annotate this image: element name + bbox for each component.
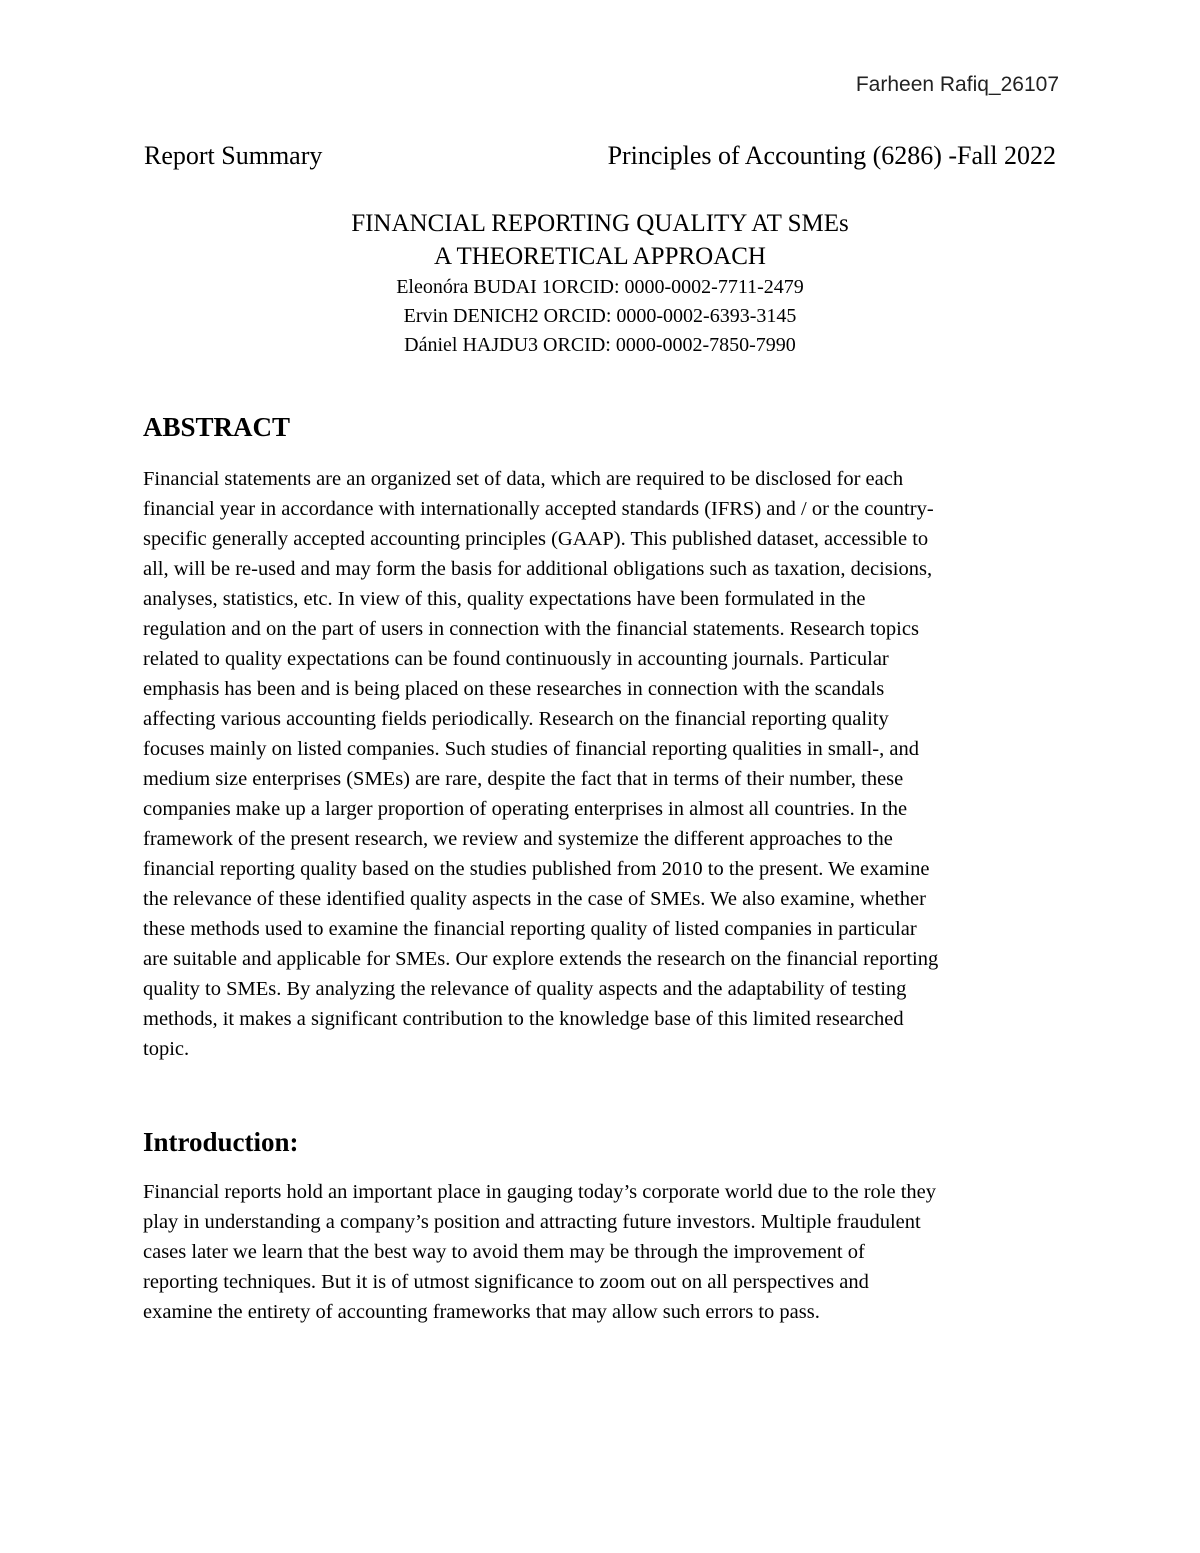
abstract-paragraph <box>143 464 1059 1064</box>
author-line: Eleonóra BUDAI 1ORCID: 0000-0002-7711-2479 <box>396 276 804 298</box>
introduction-heading: Introduction: <box>143 1127 299 1157</box>
abstract-line: focuses mainly on listed companies. Such studies of financial reporting qualities in small-, and <box>143 738 919 760</box>
abstract-line: emphasis has been and is being placed on these researches in connection with the scandals <box>143 678 885 700</box>
abstract-line: quality to SMEs. By analyzing the relevance of quality aspects and the adaptability of testing <box>143 978 907 1000</box>
abstract-line: companies make up a larger proportion of operating enterprises in almost all countries. In the <box>143 798 908 820</box>
report-type-label: Report Summary <box>144 141 323 170</box>
abstract-line: medium size enterprises (SMEs) are rare, despite the fact that in terms of their number, these <box>143 768 904 790</box>
abstract-line: methods, it makes a significant contribution to the knowledge base of this limited researched <box>143 1008 904 1030</box>
introduction-paragraph <box>143 1177 1059 1327</box>
abstract-line: the relevance of these identified quality aspects in the case of SMEs. We also examine, whether <box>143 888 926 910</box>
abstract-heading: ABSTRACT <box>143 412 291 442</box>
introduction-line: Financial reports hold an important place in gauging today’s corporate world due to the role they <box>143 1181 937 1203</box>
abstract-line: analyses, statistics, etc. In view of this, quality expectations have been formulated in the <box>143 588 866 610</box>
paper-subtitle-line: A THEORETICAL APPROACH <box>434 243 766 270</box>
author-line: Dániel HAJDU3 ORCID: 0000-0002-7850-7990 <box>404 334 796 356</box>
abstract-line: Financial statements are an organized set of data, which are required to be disclosed for each <box>143 468 904 490</box>
report-header-row <box>144 141 1056 171</box>
abstract-line: these methods used to examine the financial reporting quality of listed companies in particular <box>143 918 917 940</box>
introduction-line: examine the entirety of accounting frameworks that may allow such errors to pass. <box>143 1301 820 1323</box>
abstract-line: are suitable and applicable for SMEs. Our explore extends the research on the financial reporting <box>143 948 939 970</box>
course-label: Principles of Accounting (6286) -Fall 2022 <box>607 141 1056 170</box>
abstract-line: related to quality expectations can be found continuously in accounting journals. Particular <box>143 648 889 670</box>
introduction-line: reporting techniques. But it is of utmost significance to zoom out on all perspectives and <box>143 1271 869 1293</box>
introduction-line: play in understanding a company’s position and attracting future investors. Multiple fraudulent <box>143 1211 921 1233</box>
abstract-line: topic. <box>143 1038 190 1060</box>
student-name-header: Farheen Rafiq_26107 <box>855 73 1059 96</box>
abstract-line: financial reporting quality based on the studies published from 2010 to the present. We examine <box>143 858 930 880</box>
abstract-line: all, will be re-used and may form the basis for additional obligations such as taxation, decisions, <box>143 558 933 580</box>
introduction-line: cases later we learn that the best way to avoid them may be through the improvement of <box>143 1241 865 1263</box>
abstract-line: specific generally accepted accounting principles (GAAP). This published dataset, accessible to <box>143 528 929 550</box>
abstract-line: financial year in accordance with internationally accepted standards (IFRS) and / or the country- <box>143 498 934 520</box>
abstract-line: regulation and on the part of users in connection with the financial statements. Research topics <box>143 618 919 640</box>
abstract-line: framework of the present research, we review and systemize the different approaches to the <box>143 828 893 850</box>
paper-title-line: FINANCIAL REPORTING QUALITY AT SMEs <box>351 210 849 237</box>
abstract-line: affecting various accounting fields periodically. Research on the financial reporting quality <box>143 708 889 730</box>
author-line: Ervin DENICH2 ORCID: 0000-0002-6393-3145 <box>403 305 797 327</box>
paper-title-block <box>0 207 1200 360</box>
